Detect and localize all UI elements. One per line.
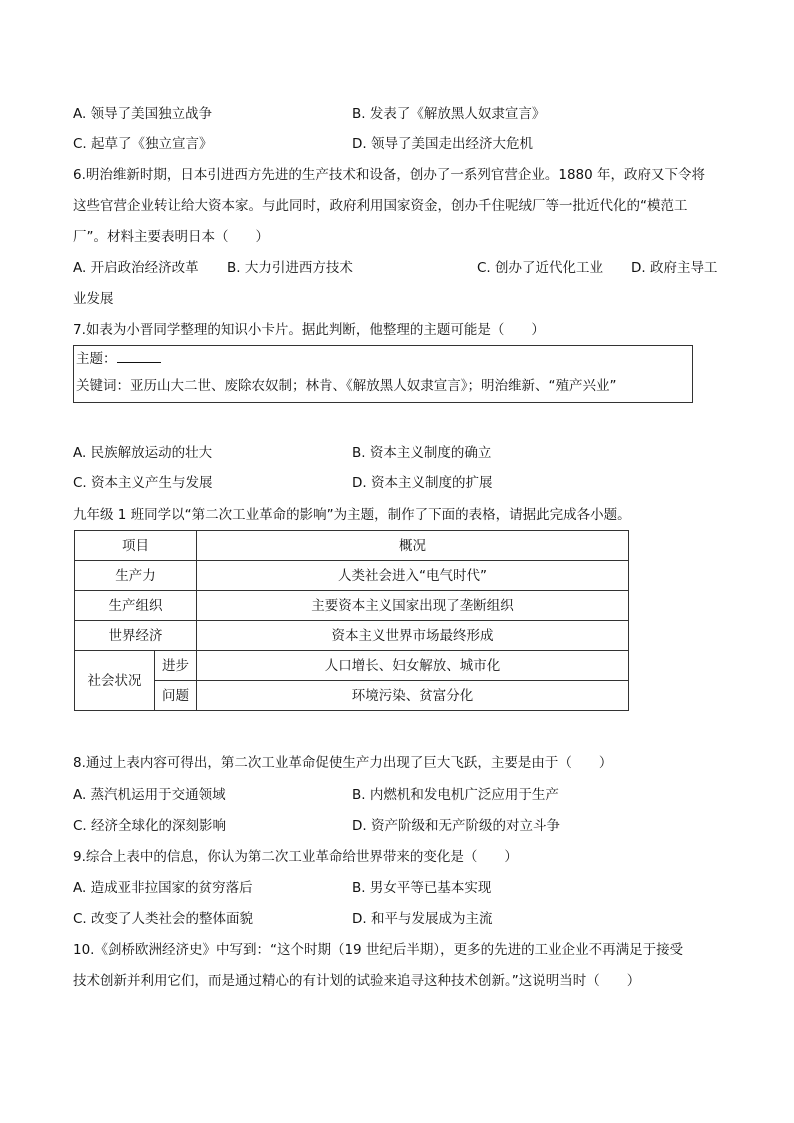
card-topic-row bbox=[76, 350, 161, 368]
row-item: 生产组织 bbox=[75, 591, 197, 621]
q6-option-d: D. 政府主导工 bbox=[631, 260, 718, 276]
q6-stem-line-2: 这些官营企业转让给大资本家。与此同时，政府利用国家资金，创办千住呢绒厂等一批近代化的“模范工 bbox=[73, 198, 688, 214]
row-overview: 主要资本主义国家出现了垄断组织 bbox=[197, 591, 629, 621]
q8-option-c: C. 经济全球化的深刻影响 bbox=[73, 818, 227, 834]
problem-label: 问题 bbox=[155, 681, 197, 711]
q6-option-d-continued: 业发展 bbox=[73, 291, 114, 307]
table-intro: 九年级 1 班同学以“第二次工业革命的影响”为主题，制作了下面的表格，请据此完成各小题。 bbox=[73, 507, 631, 523]
q7-option-c: C. 资本主义产生与发展 bbox=[73, 475, 213, 491]
row-overview: 人类社会进入“电气时代” bbox=[197, 561, 629, 591]
q7-option-d: D. 资本主义制度的扩展 bbox=[352, 475, 493, 491]
q7-option-a: A. 民族解放运动的壮大 bbox=[73, 445, 213, 461]
q8-option-b: B. 内燃机和发电机广泛应用于生产 bbox=[352, 787, 559, 803]
q9-stem: 9.综合上表中的信息，你认为第二次工业革命给世界带来的变化是（ ） bbox=[73, 849, 518, 865]
q9-option-d: D. 和平与发展成为主流 bbox=[352, 911, 493, 927]
table-row bbox=[75, 681, 629, 711]
q9-option-b: B. 男女平等已基本实现 bbox=[352, 880, 492, 896]
card-keywords: 关键词：亚历山大二世、废除农奴制；林肯、《解放黑人奴隶宣言》；明治维新、“殖产兴业” bbox=[76, 378, 617, 394]
industrial-revolution-table bbox=[74, 530, 629, 711]
social-status-label: 社会状况 bbox=[75, 651, 155, 711]
problem-text: 环境污染、贫富分化 bbox=[197, 681, 629, 711]
row-item: 生产力 bbox=[75, 561, 197, 591]
q5-option-a: A. 领导了美国独立战争 bbox=[73, 106, 213, 122]
q5-option-b: B. 发表了《解放黑人奴隶宣言》 bbox=[352, 106, 546, 122]
table-header-row bbox=[75, 531, 629, 561]
q7-stem: 7.如表为小晋同学整理的知识小卡片。据此判断，他整理的主题可能是（ ） bbox=[73, 322, 545, 338]
progress-label: 进步 bbox=[155, 651, 197, 681]
q5-option-c: C. 起草了《独立宣言》 bbox=[73, 136, 213, 152]
q6-stem-line-3: 厂”。材料主要表明日本（ ） bbox=[73, 229, 269, 245]
row-item: 世界经济 bbox=[75, 621, 197, 651]
row-overview: 资本主义世界市场最终形成 bbox=[197, 621, 629, 651]
topic-blank-line bbox=[117, 350, 161, 363]
q8-option-d: D. 资产阶级和无产阶级的对立斗争 bbox=[352, 818, 560, 834]
header-item: 项目 bbox=[75, 531, 197, 561]
table-row bbox=[75, 561, 629, 591]
q6-option-b: B. 大力引进西方技术 bbox=[227, 260, 353, 276]
progress-text: 人口增长、妇女解放、城市化 bbox=[197, 651, 629, 681]
q6-option-a: A. 开启政治经济改革 bbox=[73, 260, 199, 276]
q9-option-c: C. 改变了人类社会的整体面貌 bbox=[73, 911, 254, 927]
table-row bbox=[75, 621, 629, 651]
q6-option-c: C. 创办了近代化工业 bbox=[477, 260, 604, 276]
q9-option-a: A. 造成亚非拉国家的贫穷落后 bbox=[73, 880, 253, 896]
knowledge-card bbox=[73, 345, 693, 403]
table-row bbox=[75, 591, 629, 621]
table-row bbox=[75, 651, 629, 681]
q10-stem-line-2: 技术创新并利用它们，而是通过精心的有计划的试验来追寻这种技术创新。”这说明当时（ ） bbox=[73, 973, 641, 989]
q7-option-b: B. 资本主义制度的确立 bbox=[352, 445, 492, 461]
card-topic-label: 主题： bbox=[76, 351, 117, 367]
q6-stem-line-1: 6.明治维新时期，日本引进西方先进的生产技术和设备，创办了一系列官营企业。1880 年，政府又下令将 bbox=[73, 167, 706, 183]
q5-option-d: D. 领导了美国走出经济大危机 bbox=[352, 136, 533, 152]
q8-option-a: A. 蒸汽机运用于交通领域 bbox=[73, 787, 226, 803]
q8-stem: 8.通过上表内容可得出，第二次工业革命促使生产力出现了巨大飞跃，主要是由于（ ） bbox=[73, 755, 613, 771]
q10-stem-line-1: 10.《剑桥欧洲经济史》中写到：“这个时期（19 世纪后半期），更多的先进的工业企业不再满足于接受 bbox=[73, 942, 684, 958]
header-overview: 概况 bbox=[197, 531, 629, 561]
